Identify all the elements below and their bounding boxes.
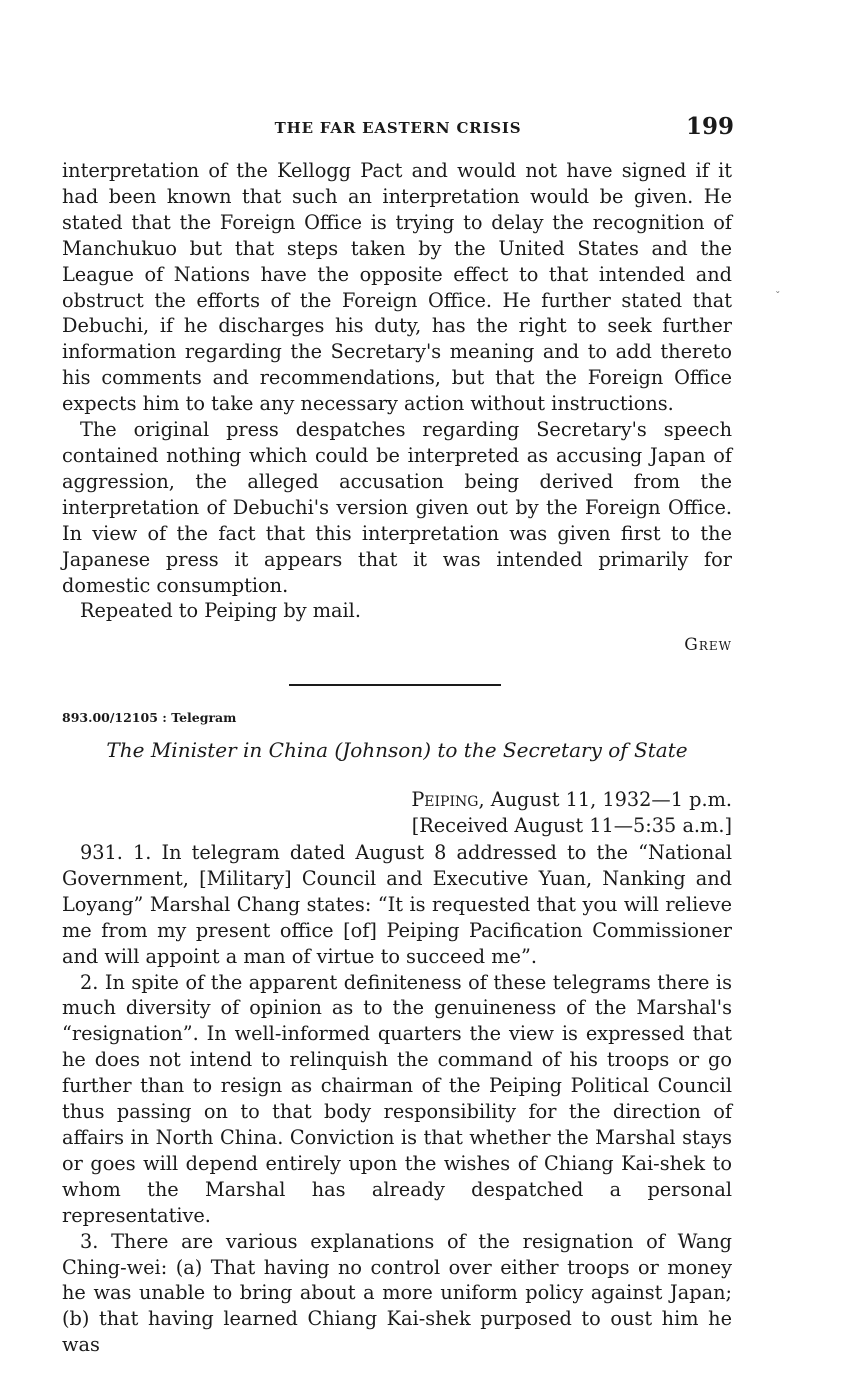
received-line: [Received August 11—5:35 a.m.] — [411, 814, 732, 837]
paragraph: 2. In spite of the apparent definiteness of these telegrams there is much diversity of opinion as to the genuineness of the Marshal's “resignation”. In well-informed quarters the view is expressed that he does not intend to relinquish the command of his troops or go further than to resign as chairman of the Peiping Political Council thus passing on to that body responsibility for the direction of affairs in North China. Conviction is that whether the Marshal stays or goes will depend entirely upon the wishes of Chiang Kai-shek to whom the Marshal has already despatched a personal representative. — [62, 970, 732, 1227]
dateline-date: , August 11, 1932—1 p.m. — [478, 788, 732, 811]
page-number: 199 — [685, 113, 734, 140]
section-divider — [289, 684, 501, 686]
paragraph: Repeated to Peiping by mail. — [80, 599, 361, 623]
paragraph: 3. There are various explanations of the resignation of Wang Ching-wei: (a) That having no control over either troops or money he was unable to bring about a more uniform policy against Japan; (b) that having learned Chiang Kai-shek purposed to oust him he was — [62, 1229, 732, 1357]
paragraph: The original press despatches regarding Secretary's speech contained nothing which could be interpreted as accusing Japan of aggression, the alleged accusation being derived from the interpretation of Debuchi's version given out by the Foreign Office. In view of the fact that this interpretation was given first to the Japanese press it appears that it was intended primarily for domestic consumption. — [62, 418, 732, 597]
paragraph: interpretation of the Kellogg Pact and would not have signed if it had been known that such an interpretation would be given. He stated that the Foreign Office is trying to delay the recognition of Manchukuo but that steps taken by the United States and the League of Nations have the opposite effect to that intended and obstruct the efforts of the Foreign Office. He further stated that Debuchi, if he discharges his duty, has the right to seek further information regarding the Secretary's meaning and to add thereto his comments and recommendations, but that the Foreign Office expects him to take any necessary action without instructions. — [62, 159, 732, 416]
first-document-body — [62, 158, 732, 624]
sent-line — [411, 787, 732, 813]
dateline — [411, 787, 732, 839]
dateline-place: Peiping — [411, 788, 479, 811]
second-document-body — [62, 840, 732, 1358]
paragraph: 931. 1. In telegram dated August 8 addressed to the “National Government, [Military] Council and Executive Yuan, Nanking and Loyang” Marshal Chang states: “It is requested that you will relieve me from my present office [of] Peiping Pacification Commissioner and will appoint a man of virtue to succeed me”. — [62, 841, 732, 968]
document-title: The Minister in China (Johnson) to the Secretary of State — [106, 738, 688, 762]
file-reference: 893.00/12105 : Telegram — [62, 710, 237, 725]
running-head: THE FAR EASTERN CRISIS — [274, 119, 522, 137]
stray-mark: ˇ — [775, 290, 781, 303]
signature: Grew — [684, 635, 732, 655]
page-header — [62, 113, 734, 147]
